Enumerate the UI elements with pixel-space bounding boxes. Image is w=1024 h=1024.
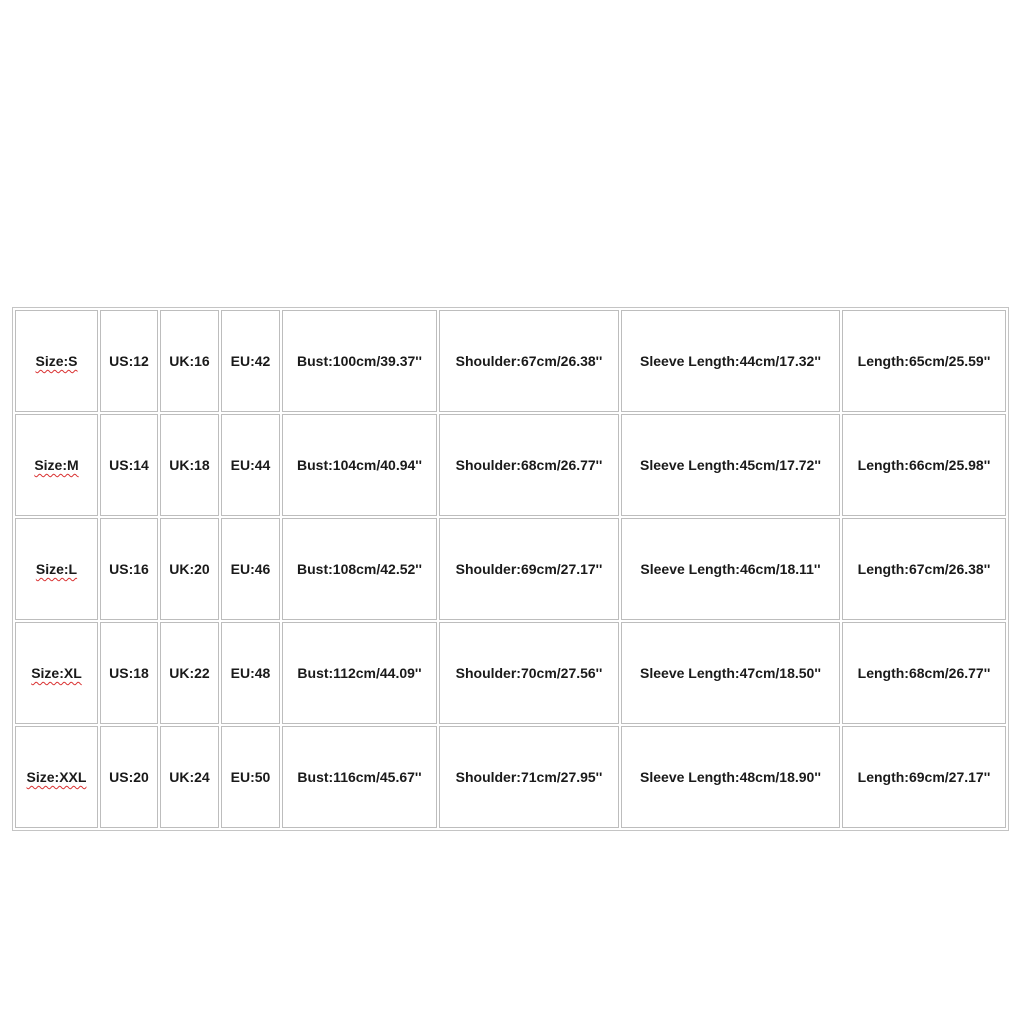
shoulder-cell: Shoulder:67cm/26.38'' (439, 310, 619, 412)
size-cell (15, 726, 98, 828)
shoulder-cell: Shoulder:69cm/27.17'' (439, 518, 619, 620)
length-cell: Length:65cm/25.59'' (842, 310, 1006, 412)
us-size-cell: US:18 (100, 622, 158, 724)
size-chart-table (12, 307, 1009, 831)
eu-size-cell: EU:50 (221, 726, 280, 828)
table-row (15, 726, 1006, 828)
us-size-cell: US:12 (100, 310, 158, 412)
size-label: Size:S (35, 353, 78, 369)
length-cell: Length:67cm/26.38'' (842, 518, 1006, 620)
size-cell (15, 414, 98, 516)
bust-cell: Bust:112cm/44.09'' (282, 622, 437, 724)
size-cell (15, 518, 98, 620)
uk-size-cell: UK:20 (160, 518, 219, 620)
eu-size-cell: EU:48 (221, 622, 280, 724)
shoulder-cell: Shoulder:71cm/27.95'' (439, 726, 619, 828)
us-size-cell: US:14 (100, 414, 158, 516)
uk-size-cell: UK:18 (160, 414, 219, 516)
eu-size-cell: EU:42 (221, 310, 280, 412)
us-size-cell: US:16 (100, 518, 158, 620)
sleeve-length-cell: Sleeve Length:44cm/17.32'' (621, 310, 840, 412)
size-label: Size:XXL (26, 769, 87, 785)
sleeve-length-cell: Sleeve Length:47cm/18.50'' (621, 622, 840, 724)
uk-size-cell: UK:24 (160, 726, 219, 828)
size-cell (15, 310, 98, 412)
uk-size-cell: UK:16 (160, 310, 219, 412)
sleeve-length-cell: Sleeve Length:48cm/18.90'' (621, 726, 840, 828)
bust-cell: Bust:100cm/39.37'' (282, 310, 437, 412)
length-cell: Length:69cm/27.17'' (842, 726, 1006, 828)
bust-cell: Bust:104cm/40.94'' (282, 414, 437, 516)
table-row (15, 518, 1006, 620)
shoulder-cell: Shoulder:68cm/26.77'' (439, 414, 619, 516)
table-row (15, 414, 1006, 516)
table-row (15, 622, 1006, 724)
us-size-cell: US:20 (100, 726, 158, 828)
sleeve-length-cell: Sleeve Length:45cm/17.72'' (621, 414, 840, 516)
bust-cell: Bust:116cm/45.67'' (282, 726, 437, 828)
bust-cell: Bust:108cm/42.52'' (282, 518, 437, 620)
size-label: Size:XL (31, 665, 82, 681)
sleeve-length-cell: Sleeve Length:46cm/18.11'' (621, 518, 840, 620)
table-row (15, 310, 1006, 412)
length-cell: Length:66cm/25.98'' (842, 414, 1006, 516)
eu-size-cell: EU:46 (221, 518, 280, 620)
size-label: Size:L (35, 561, 78, 577)
length-cell: Length:68cm/26.77'' (842, 622, 1006, 724)
shoulder-cell: Shoulder:70cm/27.56'' (439, 622, 619, 724)
eu-size-cell: EU:44 (221, 414, 280, 516)
size-label: Size:M (34, 457, 79, 473)
size-cell (15, 622, 98, 724)
uk-size-cell: UK:22 (160, 622, 219, 724)
